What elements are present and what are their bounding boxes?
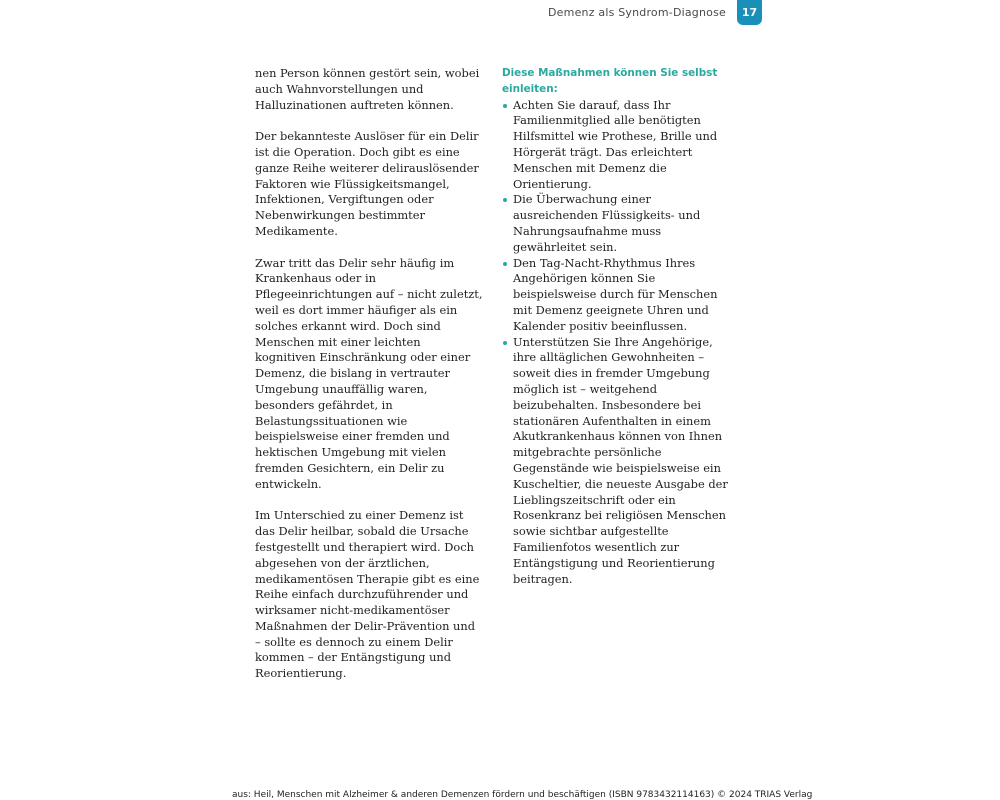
list-item (502, 98, 732, 193)
bullet-dot-icon (503, 104, 507, 108)
list-item-text: Die Überwachung einer ausreichenden Flüssigkeits- und Nahrungsaufnahme muss gewährleitet sein. (513, 192, 701, 254)
measures-heading: Diese Maßnahmen können Sie selbst einleiten: (502, 67, 718, 95)
bullet-dot-icon (503, 198, 507, 202)
left-column (255, 66, 483, 698)
paragraph: nen Person können gestört sein, wobei auch Wahnvorstellungen und Halluzinationen auftreten können. (255, 66, 480, 112)
paragraph: Im Unterschied zu einer Demenz ist das Delir heilbar, sobald die Ursache festgestellt und therapiert wird. Doch abgesehen von der ärztlichen, medikamentösen Therapie gibt es eine Reihe einfach durchzuführender und wirksamer nicht-medikamentöser Maßnahmen der Delir-Prävention und – sollte es dennoch zu einem Delir kommen – der Entängstigung und Reorientierung. (255, 508, 480, 681)
list-item-text: Unterstützen Sie Ihre Angehörige, ihre alltäglichen Gewohnheiten – soweit dies in fremder Umgebung möglich ist – weitgehend beizubehalten. Insbesondere bei stationären Aufenthalten in einem Akutkrankenhaus können von Ihnen mitgebrachte persönliche Gegenstände wie beispielsweise ein Kuscheltier, die neueste Ausgabe der Lieblingszeitschrift oder ein Rosenkranz bei religiösen Menschen sowie sichtbar aufgestellte Familienfotos wesentlich zur Entängstigung und Reorientierung beitragen. (513, 334, 728, 586)
paragraph: Der bekannteste Auslöser für ein Delir ist die Operation. Doch gibt es eine ganze Reihe weiterer delirauslösender Faktoren wie Flüssigkeitsmangel, Infektionen, Vergiftungen oder Nebenwirkungen bestimmter Medikamente. (255, 129, 479, 238)
bullet-dot-icon (503, 262, 507, 266)
right-column (502, 66, 732, 587)
list-item-text: Den Tag-Nacht-Rhythmus Ihres Angehörigen können Sie beispielsweise durch für Menschen mit Demenz geeignete Uhren und Kalender positiv beeinflussen. (513, 255, 718, 333)
list-item-text: Achten Sie darauf, dass Ihr Familienmitglied alle benötigten Hilfsmittel wie Prothese, Brille und Hörgerät trägt. Das erleichtert Menschen mit Demenz die Orientierung. (513, 97, 718, 191)
bullet-dot-icon (503, 341, 507, 345)
paragraph: Zwar tritt das Delir sehr häufig im Krankenhaus oder in Pflegeeinrichtungen auf – nicht zuletzt, weil es dort immer häufiger als ein solches erkannt wird. Doch sind Menschen mit einer leichten kognitiven Einschränkung oder einer Demenz, die bislang in vertrauter Umgebung unauffällig waren, besonders gefährdet, in Belastungssituationen wie beispielsweise einer fremden und hektischen Umgebung mit vielen fremden Gesichtern, ein Delir zu entwickeln. (255, 255, 483, 491)
list-item (502, 335, 732, 588)
page-number-badge: 17 (737, 0, 762, 25)
list-item (502, 192, 732, 255)
running-title: Demenz als Syndrom-Diagnose (548, 6, 726, 19)
list-item (502, 256, 732, 335)
measures-list (502, 98, 732, 588)
source-footer: aus: Heil, Menschen mit Alzheimer & anderen Demenzen fördern und beschäftigen (ISBN 9783432114163) © 2024 TRIAS Verlag (232, 790, 813, 800)
